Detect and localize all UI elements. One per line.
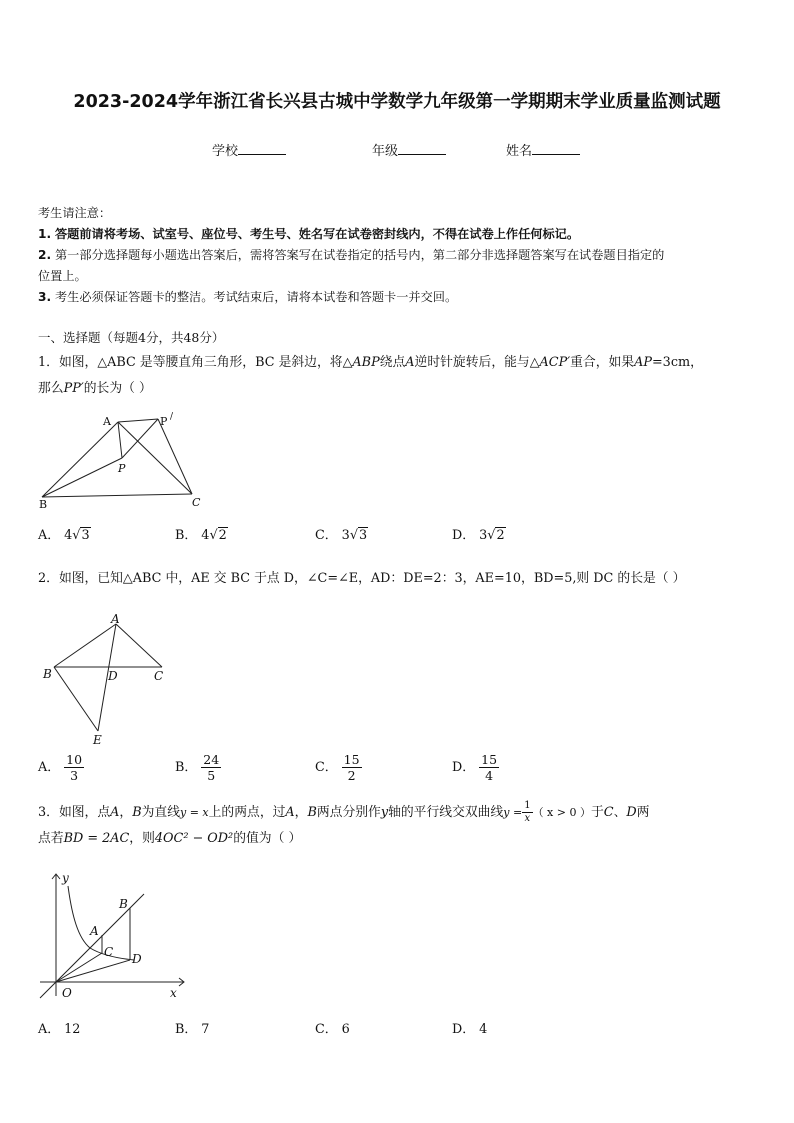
q3-text-5: ， — [294, 805, 308, 820]
q2-label-b: B — [43, 667, 52, 681]
notes-item-1-text: 答题前请将考场、试室号、座位号、考生号、姓名写在试卷密封线内，不得在试卷上作任何标记。 — [55, 227, 580, 241]
q2-option-a[interactable] — [38, 752, 84, 783]
q1-option-d-letter: D． — [452, 528, 476, 543]
q1-option-d-coef: 3 — [479, 528, 488, 543]
q2-label-a: A — [111, 612, 120, 626]
q1-option-b-letter: B． — [175, 528, 198, 543]
notes-item-3-text: 考生必须保证答题卡的整洁。考试结束后，请将本试卷和答题卡一并交回。 — [55, 290, 458, 304]
q1-option-c[interactable]: C． 3√3 — [315, 528, 368, 543]
q3-point-d: D — [626, 805, 637, 820]
q3-label-c: C — [104, 945, 114, 959]
q1-edge-ap1 — [118, 419, 158, 422]
q1-edge-ap — [118, 422, 122, 458]
q1-acp: ACP′ — [539, 355, 571, 370]
grade-label: 年级 — [372, 144, 399, 159]
q2-option-a-den: 3 — [70, 768, 79, 783]
grade-blank[interactable] — [398, 142, 446, 155]
q1-option-a-coef: 4 — [64, 528, 73, 543]
question-2-figure — [38, 610, 178, 750]
q1-option-d-radicand: 2 — [496, 528, 505, 543]
q3-y-axis: y — [380, 805, 389, 820]
q3-text-1: 3．如图，点 — [38, 805, 111, 820]
notes-item-1-number: 1. — [38, 227, 52, 241]
q3-option-c[interactable] — [315, 1018, 350, 1037]
q2-option-a-letter: A． — [38, 760, 61, 775]
q3-condition: （ x > 0 ） — [532, 806, 591, 819]
q2-option-b-den: 5 — [207, 768, 216, 783]
q3-text-7: 轴的平行线交双曲线 — [388, 805, 504, 820]
q2-option-d[interactable] — [452, 752, 499, 783]
q3-point-b: B — [132, 805, 142, 820]
q3-text-6: 两点分别作 — [316, 805, 381, 820]
q3-option-a[interactable] — [38, 1018, 80, 1037]
q1-text-1: 1．如图，△ABC 是等腰直角三角形，BC 是斜边，将△ — [38, 355, 353, 370]
q3-segment-oc — [56, 953, 102, 982]
q1-edge-bp — [42, 458, 122, 497]
q3-frac-den: x — [524, 813, 531, 824]
notes-item-1 — [38, 224, 760, 245]
q3-text-4: 上的两点，过 — [208, 805, 286, 820]
notes-item-2 — [38, 245, 760, 266]
q3-option-c-value: 6 — [341, 1022, 350, 1037]
question-1-stem — [38, 350, 762, 402]
q3-line-eq: y = x — [179, 806, 209, 819]
q3-option-b-letter: B． — [175, 1022, 198, 1037]
q2-option-d-letter: D． — [452, 760, 476, 775]
q3-option-a-value: 12 — [64, 1022, 81, 1037]
q1-label-p: P — [118, 462, 126, 475]
q1-edge-ba — [42, 422, 118, 497]
q1-label-a: A — [103, 415, 111, 428]
q1-ap: AP — [634, 355, 652, 370]
q3-point-b2: B — [307, 805, 317, 820]
grade-field[interactable] — [372, 140, 446, 159]
q1-text-6: 那么 — [38, 381, 64, 396]
q3-expression: 4OC² − OD² — [154, 831, 234, 846]
question-2-stem: 2．如图，已知△ABC 中，AE 交 BC 于点 D，∠C=∠E，AD：DE=2：3，AE=10，BD=5,则 DC 的长是（ ） — [38, 571, 686, 586]
notes-item-3 — [38, 287, 760, 308]
notes-heading: 考生请注意： — [38, 206, 112, 220]
q3-label-a: A — [90, 924, 99, 938]
question-1-figure — [30, 408, 220, 513]
q2-label-d: D — [108, 669, 118, 683]
q1-option-b[interactable]: B． 4√2 — [175, 528, 227, 543]
q2-option-a-num: 10 — [66, 752, 83, 767]
q3-label-o: O — [62, 986, 72, 1000]
school-label: 学校 — [212, 144, 239, 159]
notes-item-2-continued: 位置上。 — [38, 269, 87, 283]
q1-text-2: 绕点 — [379, 355, 406, 370]
name-blank[interactable] — [532, 142, 580, 155]
q2-option-b-num: 24 — [203, 752, 220, 767]
q1-option-a[interactable]: A． 4√3 — [38, 528, 90, 543]
q1-option-d[interactable]: D． 3√2 — [452, 528, 505, 543]
q3-text-10: 两 — [636, 805, 650, 820]
q2-option-c-den: 2 — [347, 768, 356, 783]
q3-hyperbola-lhs: y = — [503, 806, 523, 819]
notes-item-2-number: 2. — [38, 248, 52, 262]
q2-edge-ac — [116, 624, 162, 667]
q1-label-b: B — [39, 498, 48, 511]
page-title: 2023-2024学年浙江省长兴县古城中学数学九年级第一学期期末学业质量监测试题 — [73, 92, 721, 112]
question-3-stem — [38, 800, 762, 852]
q3-text-2: ， — [119, 805, 133, 820]
q3-label-b: B — [119, 897, 128, 911]
q2-label-e: E — [93, 733, 102, 747]
q1-edge-bc — [42, 494, 192, 497]
notes-item-3-number: 3. — [38, 290, 52, 304]
q2-option-b[interactable] — [175, 752, 221, 783]
q3-option-c-letter: C． — [315, 1022, 338, 1037]
q3-text-11: 点若 — [38, 831, 64, 846]
q3-point-a2: A — [285, 805, 295, 820]
notes-item-2-text: 第一部分选择题每小题选出答案后，需将答案写在试卷指定的括号内，第二部分非选择题答案写在试卷题目指定的 — [55, 248, 665, 262]
q3-label-y: y — [62, 871, 69, 885]
q1-label-prime-mark: / — [170, 412, 174, 422]
q1-option-c-coef: 3 — [341, 528, 350, 543]
q1-text-5: =3cm， — [651, 355, 703, 370]
q2-label-c: C — [154, 669, 164, 683]
q1-option-c-letter: C． — [315, 528, 338, 543]
q3-option-b[interactable] — [175, 1018, 209, 1037]
q1-abp: ABP — [352, 355, 380, 370]
q3-text-8: 于 — [590, 805, 604, 820]
q3-point-a: A — [110, 805, 120, 820]
q3-text-3: 为直线 — [141, 805, 180, 820]
q2-option-c[interactable] — [315, 752, 362, 783]
q1-label-p-prime: P — [160, 415, 168, 428]
q3-option-d[interactable] — [452, 1018, 487, 1037]
q2-option-d-num: 15 — [481, 752, 498, 767]
q2-option-c-letter: C． — [315, 760, 338, 775]
q2-option-b-letter: B． — [175, 760, 198, 775]
q3-label-x: x — [170, 986, 177, 1000]
section-heading: 一、选择题（每题4分，共48分） — [38, 330, 225, 345]
q3-label-d: D — [132, 952, 142, 966]
q1-option-a-letter: A． — [38, 528, 61, 543]
q1-option-b-radicand: 2 — [218, 528, 227, 543]
q1-point-a: A — [405, 355, 415, 370]
q2-option-d-den: 4 — [485, 768, 494, 783]
q1-text-3: 逆时针旋转后，能与△ — [414, 355, 540, 370]
name-label: 姓名 — [506, 144, 533, 159]
q1-edge-ac — [118, 422, 192, 494]
q1-option-b-coef: 4 — [201, 528, 210, 543]
school-blank[interactable] — [238, 142, 286, 155]
q3-text-9: 、 — [613, 805, 627, 820]
q1-label-c: C — [192, 496, 201, 509]
q3-frac-num: 1 — [524, 800, 531, 811]
q3-text-12: ，则 — [129, 831, 155, 846]
q2-option-c-num: 15 — [343, 752, 360, 767]
q1-option-a-radicand: 3 — [81, 528, 90, 543]
school-field[interactable] — [212, 140, 286, 159]
q2-edge-be — [54, 667, 98, 731]
q3-option-b-value: 7 — [201, 1022, 210, 1037]
exam-notes — [38, 203, 760, 308]
q1-option-c-radicand: 3 — [358, 528, 368, 543]
q1-pp: PP′ — [63, 381, 84, 396]
q1-edge-p1c — [158, 419, 192, 494]
q3-option-a-letter: A． — [38, 1022, 61, 1037]
q1-text-4: 重合，如果 — [570, 355, 635, 370]
q3-option-d-value: 4 — [479, 1022, 488, 1037]
q1-edge-pp1 — [122, 419, 158, 458]
q1-text-7: 的长为（ ） — [83, 381, 152, 396]
q3-text-13: 的值为（ ） — [233, 831, 302, 846]
name-field[interactable] — [506, 140, 580, 159]
q3-option-d-letter: D． — [452, 1022, 476, 1037]
question-3-figure — [34, 866, 194, 1006]
q3-condition-bd: BD = 2AC — [63, 831, 130, 846]
q3-point-c: C — [603, 805, 614, 820]
q2-edge-ab — [54, 624, 116, 667]
